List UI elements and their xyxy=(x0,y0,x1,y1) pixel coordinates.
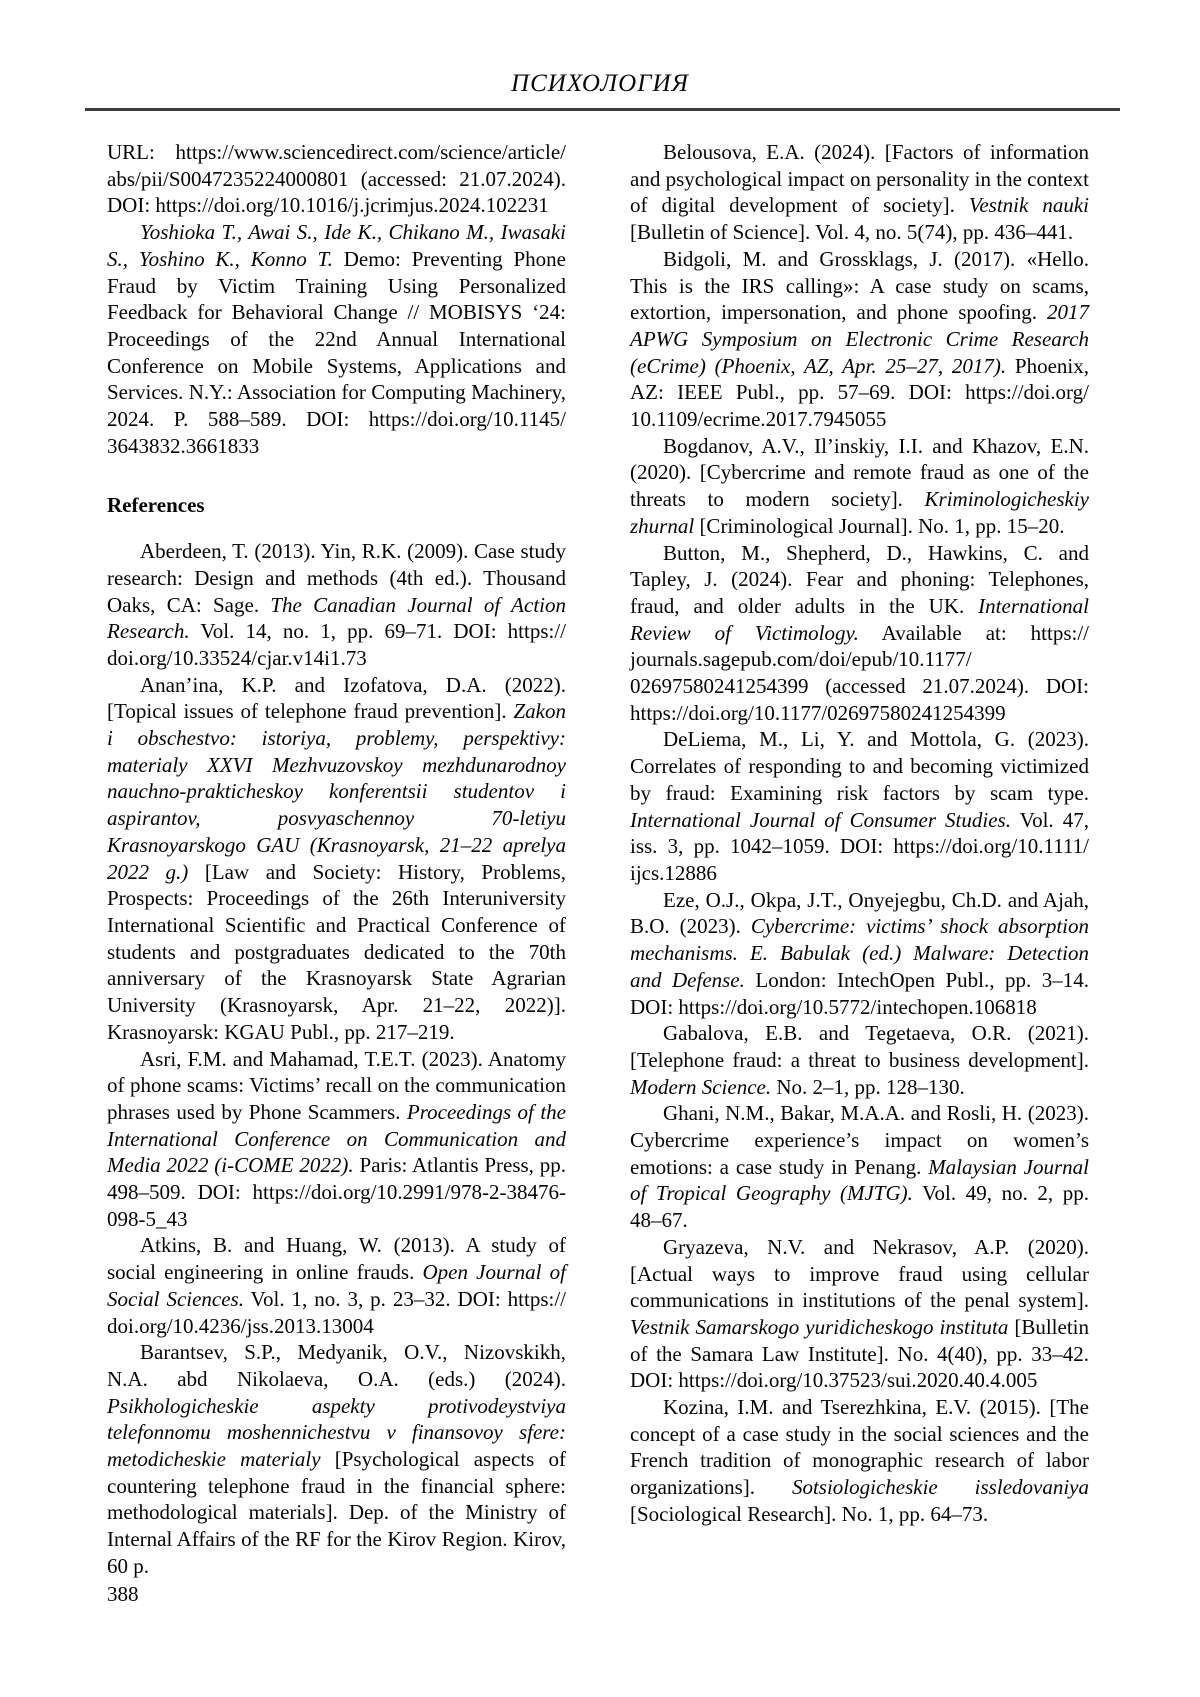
reference-entry xyxy=(630,540,1089,727)
reference-text: DeLiema, M., Li, Y. and Mottola, G. (2023). Correlates of responding to and becoming victimized by fraud: Examining risk factors by scam type. xyxy=(630,727,1089,805)
reference-text: Gryazeva, N.V. and Nekrasov, A.P. (2020). [Actual ways to improve fraud using cellular communications in institutions of the penal system]. xyxy=(630,1234,1089,1313)
reference-entry xyxy=(630,726,1089,886)
reference-italic-text: Proceedings of the International Conference on Communication and Media 2022 (i-COME 2022). xyxy=(107,1099,566,1178)
right-column xyxy=(630,139,1089,1580)
reference-entry xyxy=(630,1020,1089,1100)
reference-entry xyxy=(107,672,566,1046)
reference-entry xyxy=(107,139,566,219)
reference-text: Kozina, I.M. and Tserezhkina, E.V. (2015). [The concept of a case study in the social sciences and the French tradition of monographic research of labor organizations]. xyxy=(630,1395,1089,1500)
reference-text: Gabalova, E.B. and Tegetaeva, O.R. (2021). [Telephone fraud: a threat to business development]. xyxy=(630,1021,1089,1072)
reference-text: Phoenix, AZ: IEEE Publ., pp. 57–69. DOI: https:/​/​doi.org/​10.1109/​ecrime.2017.7945055 xyxy=(630,353,1089,432)
reference-italic-text: 2017 APWG Symposium on Electronic Crime Research (eCrime) (Phoenix, AZ, Apr. 25–27, 2017). xyxy=(630,300,1089,378)
reference-entry xyxy=(630,139,1089,246)
reference-entry xyxy=(630,1394,1089,1528)
reference-entry xyxy=(107,1339,566,1579)
reference-text: [Psychological aspects of countering telephone fraud in the financial sphere: methodological materials]. Dep. of the Ministry of Internal Affairs of the RF for the Kirov Region. Kirov, 60 p. xyxy=(107,1447,566,1578)
reference-text: [Law and Society: History, Problems, Prospects: Proceedings of the 26th Interuniversity International Scientific and Practical Conference of students and postgraduates dedicated to the 70th anniversary of the Krasnoyarsk State Agrarian University (Krasnoyarsk, Apr. 21–22, 2022)]. Krasnoyarsk: KGAU Publ., pp. 217–219. xyxy=(107,859,566,1044)
reference-text: London: IntechOpen Publ., pp. 3–14. DOI: https:/​/​doi.org/​10.5772/​intechopen.106818 xyxy=(630,967,1089,1019)
reference-text: Paris: Atlantis Press, pp. 498–509. DOI: https:/​/​doi.org/​10.2991/​978-2-38476-098-5_43 xyxy=(107,1153,566,1231)
reference-text: Bidgoli, M. and Grossklags, J. (2017). «Hello. This is the IRS calling»: A case study on scams, extortion, impersonation, and phone spoofing. xyxy=(630,246,1089,325)
reference-text: Barantsev, S.P., Medyanik, O.V., Nizovskikh, N.A. abd Nikolaeva, O.A. (eds.) (2024). xyxy=(107,1340,566,1391)
reference-entry xyxy=(630,1100,1089,1234)
reference-text: Available at: https:/​/​journals.sagepub.com/​doi/​epub/​10.1177/​02697580241254399 (accessed 21.07.2024). DOI: https:/​/​doi.org/​10.1177/​02697580241254399 xyxy=(630,620,1089,725)
reference-italic-text: Vestnik Samarskogo yuridicheskogo instituta xyxy=(630,1314,1009,1339)
reference-italic-text: Yoshioka T., Awai S., Ide K., Chikano M., Iwasaki S., Yoshino K., Konno T. xyxy=(107,220,566,271)
reference-entry xyxy=(630,1234,1089,1394)
reference-text: Aberdeen, T. (2013). Yin, R.K. (2009). Case study research: Design and methods (4th ed.). Thousand Oaks, CA: Sage. xyxy=(107,539,566,617)
reference-italic-text: Kriminologicheskiy zhurnal xyxy=(630,487,1089,538)
reference-italic-text: Malaysian Journal of Tropical Geography (MJTG). xyxy=(630,1154,1090,1206)
header-divider-rule xyxy=(85,108,1120,111)
reference-text: Vol. 49, no. 2, pp. 48–67. xyxy=(630,1181,1089,1233)
reference-text: Asri, F.M. and Mahamad, T.E.T. (2023). Anatomy of phone scams: Victims’ recall on the communication phrases used by Phone Scammers. xyxy=(107,1046,566,1124)
reference-text: [Bulletin of Science]. Vol. 4, no. 5(74), pp. 436–441. xyxy=(630,220,1074,245)
reference-italic-text: Open Journal of Social Sciences. xyxy=(107,1260,566,1311)
reference-italic-text: The Canadian Journal of Action Research. xyxy=(107,592,566,644)
reference-italic-text: Cybercrime: victims’ shock absorption mechanisms. E. Babulak (ed.) Malware: Detection and Defense. xyxy=(630,914,1089,992)
reference-italic-text: Sotsiologicheskie issledovaniya xyxy=(791,1475,1089,1500)
reference-text: Ghani, N.M., Bakar, M.A.A. and Rosli, H. (2023). Cybercrime experience’s impact on women’s emotions: a case study in Penang. xyxy=(630,1101,1089,1179)
reference-italic-text: Psikhologicheskie aspekty protivodeystviya telefonnomu moshennichestvu v finansovoy sfere: metodicheskie materialy xyxy=(107,1393,566,1472)
reference-text: [Sociological Research]. No. 1, pp. 64–73. xyxy=(630,1501,989,1526)
reference-entry xyxy=(107,538,566,672)
journal-section-title: ПСИХОЛОГИЯ xyxy=(511,70,689,97)
page-number: 388 xyxy=(107,1582,139,1606)
reference-italic-text: Vestnik nauki xyxy=(968,193,1090,218)
reference-entry xyxy=(107,219,566,459)
reference-italic-text: Modern Science. xyxy=(630,1074,772,1099)
reference-text: [Criminological Journal]. No. 1, pp. 15–20. xyxy=(694,513,1065,538)
reference-text: Belousova, E.A. (2024). [Factors of information and psychological impact on personality in the context of digital development of society]. xyxy=(630,140,1089,218)
reference-text: Atkins, B. and Huang, W. (2013). A study of social engineering in online frauds. xyxy=(107,1233,566,1285)
reference-italic-text: Zakon i obschestvo: istoriya, problemy, perspektivy: materialy XXVI Mezhvuzovskoy mezhdunarodnoy nauchno-prakticheskoy konferentsii studentov i aspirantov, posvyaschennoy 70-letiyu Krasnoyarskogo GAU (Krasnoyarsk, 21–22 aprelya 2022 g.) xyxy=(107,699,566,884)
references-content xyxy=(107,139,1089,1580)
reference-text: Vol. 47, iss. 3, pp. 1042–1059. DOI: https:/​/​doi.org/​10.1111/​ijcs.12886 xyxy=(630,807,1089,885)
reference-entry xyxy=(107,1232,566,1339)
reference-text: No. 2–1, pp. 128–130. xyxy=(771,1074,965,1099)
reference-italic-text: International Review of Victimology. xyxy=(630,593,1089,645)
reference-text: Button, M., Shepherd, D., Hawkins, C. and Tapley, J. (2024). Fear and phoning: Telephones, fraud, and older adults in the UK. xyxy=(630,540,1089,618)
left-column xyxy=(107,139,566,1580)
reference-entry xyxy=(630,887,1089,1021)
reference-entry xyxy=(107,1046,566,1233)
reference-text: [Bulletin of the Samara Law Institute]. No. 4(40), pp. 33–42. DOI: https:/​/​doi.org/​10.37523/​sui.2020.40.4.005 xyxy=(630,1314,1089,1393)
reference-text: Bogdanov, A.V., Il’inskiy, I.I. and Khazov, E.N. (2020). [Cybercrime and remote fraud as one of the threats to modern society]. xyxy=(630,433,1089,512)
reference-italic-text: International Journal of Consumer Studies. xyxy=(630,807,1011,832)
references-heading: References xyxy=(107,493,205,518)
reference-entry xyxy=(630,433,1089,540)
reference-text: Eze, O.J., Okpa, J.T., Onyejegbu, Ch.D. and Ajah, B.O. (2023). xyxy=(630,887,1089,939)
reference-text: Demo: Preventing Phone Fraud by Victim Training Using Personalized Feedback for Behavioral Change /​/​ MOBISYS ‘24: Proceedings of the 22nd Annual International Conference on Mobile Systems, Applications and Services. N.Y.: Association for Computing Machinery, 2024. P. 588–589. DOI: https:/​/​doi.org/​10.1145/​3643832.3661833 xyxy=(107,246,566,458)
reference-text: URL: https:/​/​www.sciencedirect.com/​science/​article/​abs/​pii/​S0047235224000801 (accessed: 21.07.2024). DOI: https:/​/​doi.org/​10.1016/​j.jcrimjus.2024.102231 xyxy=(107,140,566,218)
reference-text: Vol. 14, no. 1, pp. 69–71. DOI: https:/​/​doi.org/​10.33524/​cjar.v14i1.73 xyxy=(107,619,566,670)
reference-text: Anan’ina, K.P. and Izofatova, D.A. (2022). [Topical issues of telephone fraud prevention]. xyxy=(107,672,566,724)
reference-text: Vol. 1, no. 3, p. 23–32. DOI: https:/​/​doi.org/​10.4236/​jss.2013.13004 xyxy=(107,1286,566,1338)
reference-entry xyxy=(630,246,1089,433)
